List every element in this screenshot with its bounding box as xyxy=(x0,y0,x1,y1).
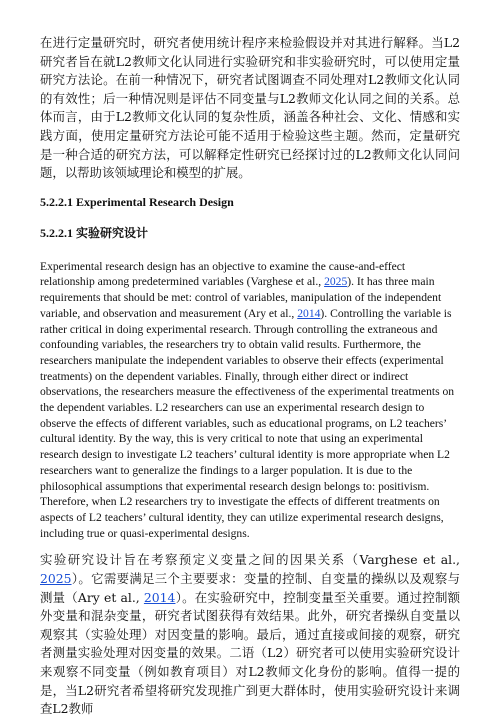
chinese-paragraph-experimental-design xyxy=(40,551,460,718)
text-segment: Experimental research design has an objective to examine the cause-and-effect relationship among predetermined variables (Varghese et al., xyxy=(40,259,406,289)
chinese-paragraph-quantitative: 在进行定量研究时，研究者使用统计程序来检验假设并对其进行解释。当L2研究者旨在就L2教师文化认同进行实验研究和非实验研究时，可以使用定量研究方法论。在前一种情况下，研究者试图调查不同处理对L2教师文化认同的有效性；后一种情况则是评估不同变量与L2教师文化认同之间的关系。总体而言，由于L2教师文化认同的复杂性质，涵盖各种社会、文化、情感和实践方面，使用定量研究方法论可能不适用于检验这些主题。然而，定量研究是一种合适的研究方法，可以解释定性研究已经探讨过的L2教师文化认同问题，以帮助该领域理论和模型的扩展。 xyxy=(40,35,460,181)
section-heading-english: 5.2.2.1 Experimental Research Design xyxy=(40,194,234,209)
text-segment: ）。它需要满足三个主要要求：变量的控制、自变量的操纵以及观察与测量（Ary et al., xyxy=(40,571,460,605)
citation-link-varghese[interactable]: 2025 xyxy=(324,275,348,289)
text-segment: ). Controlling the variable is rather critical in doing experimental research. Through controlling the extraneous and confounding variables, the researchers try to obtain valid results. Furthermore, the researchers manipulate the independent variables to observe their effects (experimental treatments) on the dependent variables. Finally, through either direct or indirect observations, the researchers measure the effectiveness of the experimental treatments on the dependent variables. L2 researchers can use an experimental research design to observe the effects of different variables, such as educational programs, on L2 teachers’ cultural identity. By the way, this is very critical to note that using an experimental research design to investigate L2 teachers’ cultural identity is more appropriate when L2 researchers want to generalize the findings to a larger population. It is due to the philosophical assumptions that experimental research design belongs to: positivism. Therefore, when L2 researchers try to investigate the effects of different treatments on aspects of L2 teachers’ cultural identity, they can utilize experimental research designs, including true or quasi-experimental designs. xyxy=(40,306,455,540)
section-heading-chinese: 5.2.2.1 实验研究设计 xyxy=(40,225,149,240)
english-paragraph-experimental-design xyxy=(40,259,460,542)
citation-link-ary[interactable]: 2014 xyxy=(297,306,321,320)
text-segment: ). It has three main requirements that should be met: control of variables, manipulation of the independent variable, and observation and measurement (Ary et al., xyxy=(40,275,442,320)
document-page xyxy=(40,34,460,719)
text-segment: 实验研究设计旨在考察预定义变量之间的因果关系（Varghese et al., xyxy=(40,552,460,568)
citation-link-varghese-zh[interactable]: 2025 xyxy=(40,571,72,586)
text-segment: ）。在实验研究中，控制变量至关重要。通过控制额外变量和混杂变量，研究者试图获得有效结果。此外，研究者操纵自变量以观察其（实验处理）对因变量的影响。最后，通过直接或间接的观察，研究者测量实验处理对因变量的效果。二语（L2）研究者可以使用实验研究设计来观察不同变量（例如教育项目）对L2教师文化身份的影响。值得一提的是，当L2研究者希望将研究发现推广到更大群体时，使用实验研究设计来调查L2教师 xyxy=(40,589,460,717)
citation-link-ary-zh[interactable]: 2014 xyxy=(143,589,176,605)
